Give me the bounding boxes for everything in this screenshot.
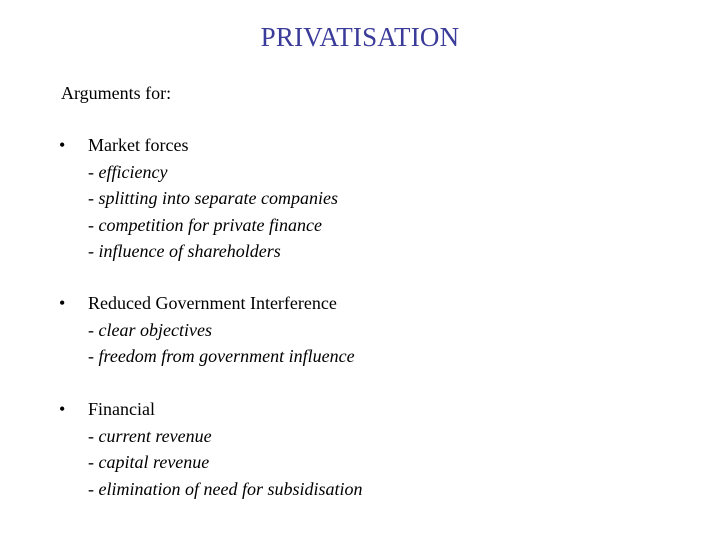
sub-item: - freedom from government influence: [88, 346, 355, 366]
bullet-heading-row: [59, 132, 338, 159]
bullet-dot: •: [59, 399, 66, 419]
bullet-heading-row: [59, 290, 355, 317]
bullet-financial: [59, 396, 363, 502]
bullet-heading: Financial: [88, 399, 155, 419]
bullet-dot: •: [59, 135, 66, 155]
sub-item: - capital revenue: [88, 452, 210, 472]
bullet-reduced-government-interference: [59, 290, 355, 370]
bullet-heading-row: [59, 396, 363, 423]
bullet-heading: Reduced Government Interference: [88, 293, 337, 313]
sub-item: - influence of shareholders: [88, 241, 281, 261]
bullet-heading: Market forces: [88, 135, 189, 155]
sub-item: - competition for private finance: [88, 214, 322, 235]
sub-item: - elimination of need for subsidisation: [88, 478, 363, 499]
sub-item: - clear objectives: [88, 319, 212, 340]
bullet-market-forces: [59, 132, 338, 265]
slide-title: PRIVATISATION: [260, 22, 460, 52]
sub-item: - splitting into separate companies: [88, 188, 338, 208]
bullet-dot: •: [59, 293, 66, 313]
sub-item: - efficiency: [88, 161, 168, 182]
intro-text: Arguments for:: [61, 83, 172, 103]
sub-item: - current revenue: [88, 425, 212, 446]
